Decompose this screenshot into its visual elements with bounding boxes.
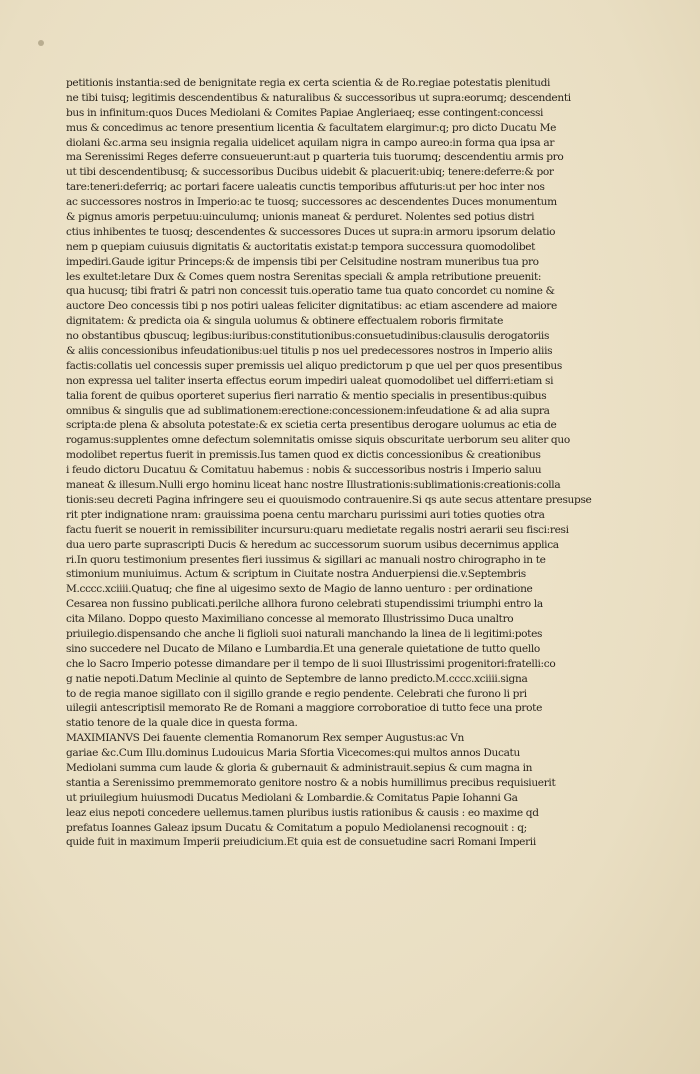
text-line: sino succedere nel Ducato de Milano e Lumbardia.Et una generale quietatione de tutto quello <box>66 642 540 655</box>
paper-spot <box>38 40 44 46</box>
text-line: statio tenore de la quale dice in questa forma. <box>66 717 298 730</box>
text-line: uilegii antescriptisil memorato Re de Romani a maggiore corroboratioe di tutto fece una prote <box>66 702 542 715</box>
text-line: stimonium muniuimus. Actum & scriptum in Ciuitate nostra Anduerpiensi die.v.Septembris <box>66 568 526 581</box>
text-line: factis:collatis uel concessis super premissis uel aliquo predictorum p que uel per quos presentibus <box>66 359 562 372</box>
text-line: cita Milano. Doppo questo Maximiliano concesse al memorato Illustrissimo Duca unaltro <box>66 613 514 626</box>
text-line: & pignus amoris perpetuu:uinculumq; unionis maneat & perduret. Nolentes sed potius distri <box>66 211 535 224</box>
incunabulum-text-block <box>66 76 592 850</box>
text-line: g natie nepoti.Datum Meclinie al quinto de Septembre de lanno predicto.M.cccc.xciiii.signa <box>66 672 528 685</box>
text-line: dua uero parte suprascripti Ducis & heredum ac successorum suorum usibus decernimus applica <box>66 538 559 551</box>
text-line: prefatus Ioannes Galeaz ipsum Ducatu & Comitatum a populo Mediolanensi recognouit : q; <box>66 821 527 834</box>
text-line: talia forent de quibus oporteret superius fieri narratio & mentio specialis in presentibus:quibus <box>66 389 547 402</box>
text-line: bus in infinitum:quos Duces Mediolani & Comites Papiae Angleriaeq; esse contingent:concessi <box>66 106 544 119</box>
text-line: mus & concedimus ac tenore presentium licentia & facultatem elargimur:q; pro dicto Ducatu Me <box>66 121 557 134</box>
text-line: tare:teneri:deferriq; ac portari facere ualeatis cunctis temporibus affuturis:ut per hoc inter nos <box>66 181 545 194</box>
text-line: les exultet:letare Dux & Comes quem nostra Serenitas speciali & ampla retributione preuenit: <box>66 270 542 283</box>
text-line: no obstantibus qbuscuq; legibus:iuribus:constitutionibus:consuetudinibus:clausulis derogatoriis <box>66 330 550 343</box>
text-line: ctius inhibentes te tuosq; descendentes & successores Duces ut supra:in armoru ipsorum delatio <box>66 225 556 238</box>
text-line: tionis:seu decreti Pagina infringere seu ei quouismodo contrauenire.Si qs aute secus attentare presupse <box>66 493 592 506</box>
text-line: factu fuerit se nouerit in remissibiliter incursuru:quaru medietate regalis nostri aerarii seu fisci:resi <box>66 523 569 536</box>
text-line: ut tibi descendentibusq; & successoribus Ducibus uidebit & placuerit:ubiq; tenere:deferre:& por <box>66 166 554 179</box>
text-line: nem p quepiam cuiusuis dignitatis & auctoritatis existat:p tempora successura quomodolibet <box>66 240 536 253</box>
text-line: rogamus:supplentes omne defectum solemnitatis omisse siquis obscuritate uerborum seu aliter quo <box>66 434 570 447</box>
text-line: scripta:de plena & absoluta potestate:& ex scietia certa presentibus derogare uolumus ac etia de <box>66 419 557 432</box>
text-line: gariae &c.Cum Illu.dominus Ludouicus Maria Sfortia Vicecomes:qui multos annos Ducatu <box>66 747 520 760</box>
text-line: maneat & illesum.Nulli ergo hominu liceat hanc nostre Illustrationis:sublimationis:creationis:colla <box>66 479 561 492</box>
text-line: dignitatem: & predicta oia & singula uolumus & obtinere effectualem roboris firmitate <box>66 315 504 328</box>
text-line: & aliis concessionibus infeudationibus:uel titulis p nos uel predecessores nostros in Imperio aliis <box>66 345 553 358</box>
text-line: M.cccc.xciiii.Quatuq; che fine al uigesimo sexto de Magio de lanno uenturo : per ordinatione <box>66 583 533 596</box>
text-line: i feudo dictoru Ducatuu & Comitatuu habemus : nobis & successoribus nostris i Imperio saluu <box>66 464 542 477</box>
text-line: quide fuit in maximum Imperii preiudicium.Et quia est de consuetudine sacri Romani Imperii <box>66 836 536 849</box>
text-line: petitionis instantia:sed de benignitate regia ex certa scientia & de Ro.regiae potestatis plenitudi <box>66 77 551 89</box>
text-line: Cesarea non fussino publicati.perilche allhora furono celebrati stupendissimi triumphi entro la <box>66 598 543 611</box>
text-line: leaz eius nepoti concedere uellemus.tamen pluribus iustis rationibus & causis : eo maxime qd <box>66 806 539 819</box>
text-line: modolibet repertus fuerit in premissis.Ius tamen quod ex dictis concessionibus & creationibus <box>66 449 541 462</box>
text-line: ut priuilegium huiusmodi Ducatus Mediolani & Lombardie.& Comitatus Papie Iohanni Ga <box>66 791 518 804</box>
text-line: diolani &c.arma seu insignia regalia uidelicet aquilam nigra in campo aureo:in forma qua ipsa ar <box>66 136 555 149</box>
text-line: impediri.Gaude igitur Princeps:& de impensis tibi per Celsitudine nostram muneribus tua pro <box>66 255 539 268</box>
text-line: rit pter indignatione nram: grauissima poena centu marcharu purissimi auri toties quoties otra <box>66 508 545 521</box>
text-line: ma Serenissimi Reges deferre consueuerunt:aut p quarteria tuis tuorumq; descendentiu armis pro <box>66 151 564 164</box>
text-line: ne tibi tuisq; legitimis descendentibus & naturalibus & successoribus ut supra:eorumq; descendenti <box>66 91 571 104</box>
text-line: non expressa uel taliter inserta effectus eorum impediri ualeat quomodolibet uel differri:etiam si <box>66 374 554 387</box>
text-line: ri.In quoru testimonium presentes fieri iussimus & sigillari ac manuali nostro chirographo in te <box>66 553 546 566</box>
text-line: MAXIMIANVS Dei fauente clementia Romanorum Rex semper Augustus:ac Vn <box>66 732 465 745</box>
text-line: qua hucusq; tibi fratri & patri non concessit tuis.operatio tame tua quato concordet cu nomine & <box>66 285 555 298</box>
text-line: ac successores nostros in Imperio:ac te tuosq; successores ac descendentes Duces monumentum <box>66 196 557 209</box>
text-line: to de regia manoe sigillato con il sigillo grande e regio pendente. Celebrati che furono li pri <box>66 687 527 700</box>
text-line: priuilegio.dispensando che anche li figlioli suoi naturali manchando la linea de li legitimi:potes <box>66 627 543 640</box>
text-line: Mediolani summa cum laude & gloria & gubernauit & administrauit.sepius & cum magna in <box>66 761 533 774</box>
text-line: auctore Deo concessis tibi p nos potiri ualeas feliciter dignitatibus: ac etiam ascendere ad maiore <box>66 300 557 313</box>
text-line: omnibus & singulis que ad sublimationem:erectione:concessionem:infeudatione & ad alia supra <box>66 404 550 417</box>
text-line: che lo Sacro Imperio potesse dimandare per il tempo de li suoi Illustrissimi progenitori:fratelli:co <box>66 657 556 670</box>
text-line: stantia a Serenissimo premmemorato genitore nostro & a nobis humillimus precibus requisiuerit <box>66 776 556 789</box>
